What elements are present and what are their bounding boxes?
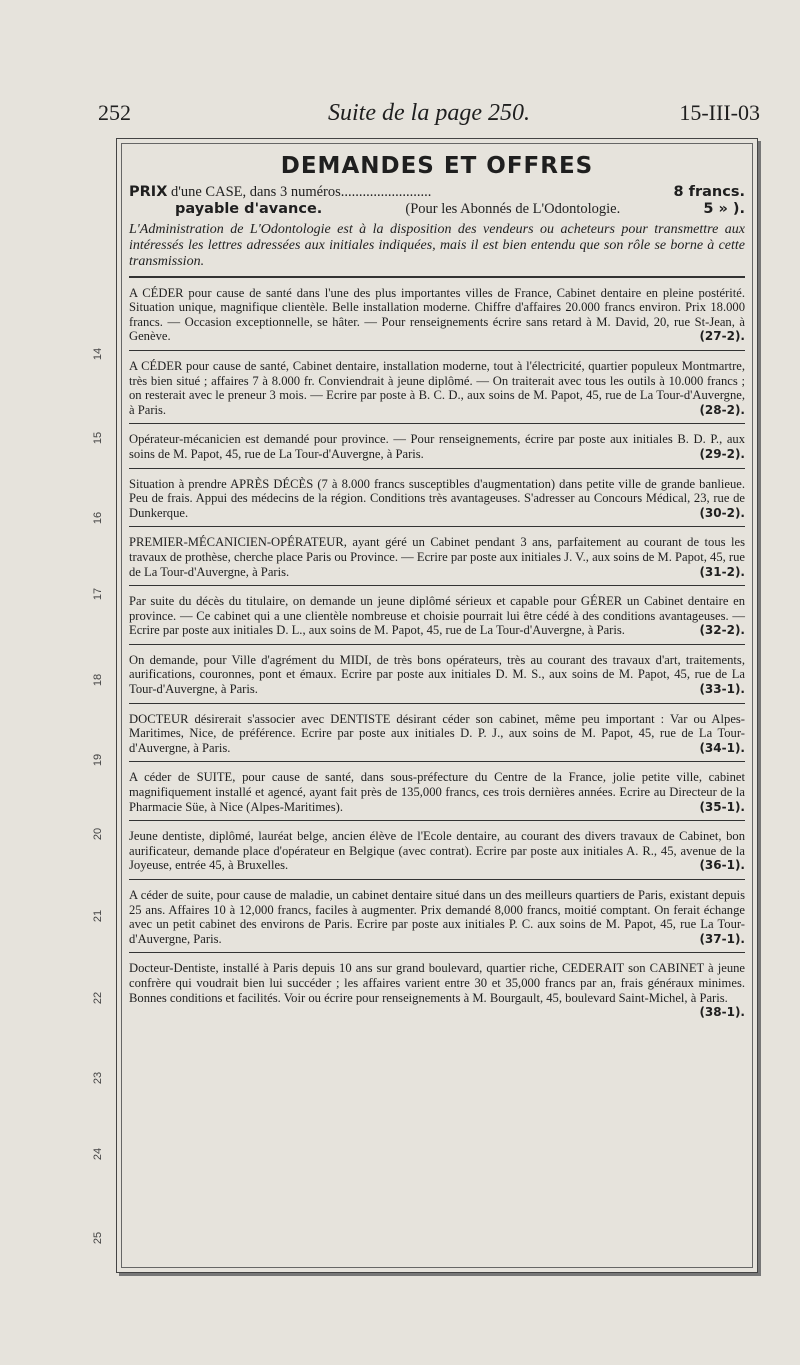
ad-text: PREMIER-MÉCANICIEN-OPÉRATEUR, ayant géré un Cabinet pendant 3 ans, parfaitement au courant de tous les travaux de prothèse, cherche place Paris ou Province. — Ecrire par poste aux initiales J. V., aux soins de M. Papot, 45, rue de La Tour-d'Auvergne, à Paris. <box>129 535 745 579</box>
ad-text: On demande, pour Ville d'agrément du MIDI, de très bons opérateurs, très au courant des travaux d'art, traitements, aurifications, couronnes, pont et émaux. Ecrire par poste aux initiales D. M. S., aux soins de M. Papot, 45, rue de La Tour-d'Auvergne, à Paris. <box>129 652 745 697</box>
section-title: DEMANDES ET OFFRES <box>280 153 594 179</box>
ad-reference: (34-1). <box>699 740 745 755</box>
ad-item <box>129 761 745 820</box>
price-value-1: 8 francs. <box>673 183 745 200</box>
ad-item <box>129 703 745 762</box>
ad-reference: (31-2). <box>699 564 745 579</box>
ad-item <box>129 468 745 527</box>
intro-notice: L'Administration de L'Odontologie est à la disposition des vendeurs ou acheteurs pour transmettre aux intéressés les lettres adressées aux initiales indiquées, mais il est bien entendu que son rôle se borne à cette transmission. <box>129 221 745 269</box>
ad-text: A céder de SUITE, pour cause de santé, dans sous-préfecture du Centre de la France, jolie petite ville, cabinet magnifiquement installé et agencé, ayant fait près de 135,000 francs, ces trois dernières années. Ecrire au Directeur de la Pharmacie Süe, à Nice (Alpes-Maritimes). <box>129 770 745 814</box>
page-number: 252 <box>98 100 131 125</box>
issue-date: 15-III-03 <box>679 100 760 125</box>
ad-reference: (27-2). <box>699 329 745 344</box>
margin-number: 21 <box>92 909 104 923</box>
ad-text: Docteur-Dentiste, installé à Paris depuis 10 ans sur grand boulevard, quartier riche, CEDERAIT son CABINET à jeune confrère qui voudrait bien lui succéder ; les affaires varient entre 30 et 35,000 francs par an, frais généraux minimes. Bonnes conditions et facilités. Voir ou écrire pour renseignements à M. Bourgault, 45, boulevard Saint-Michel, à Paris. <box>129 961 745 1005</box>
price-label: PRIX <box>129 183 168 200</box>
ad-text: Jeune dentiste, diplômé, lauréat belge, ancien élève de l'Ecole dentaire, au courant des divers travaux de Cabinet, bon aurificateur, demande place d'opérateur en Belgique (avec contrat). Ecrire par poste aux initiales A. R., 45, avenue de la Joyeuse, entrée 45, à Bruxelles. <box>129 829 745 873</box>
ad-item <box>129 952 745 1025</box>
price-line1: d'une CASE, dans 3 numéros......................... <box>171 183 432 200</box>
margin-number: 15 <box>92 431 104 445</box>
ads-frame <box>116 138 758 1273</box>
ad-reference: (28-2). <box>699 402 745 417</box>
margin-number: 20 <box>92 827 104 841</box>
margin-number: 14 <box>92 347 104 361</box>
ad-item <box>129 820 745 879</box>
ad-reference: (37-1). <box>699 931 745 946</box>
price-line2: payable d'avance. <box>175 200 323 217</box>
ad-reference: (36-1). <box>699 858 745 873</box>
ad-item <box>129 423 745 467</box>
price-block <box>129 184 745 218</box>
ad-text: DOCTEUR désirerait s'associer avec DENTISTE désirant céder son cabinet, même peu important : Var ou Alpes-Maritimes, Nice, de préférence. Ecrire par poste aux initiales D. P. J., aux soins de M. Papot, 45, rue de La Tour-d'Auvergne, à Paris. <box>129 711 745 755</box>
page-header <box>98 100 760 132</box>
ad-reference: (30-2). <box>699 505 745 520</box>
ad-item <box>129 526 745 585</box>
margin-number: 24 <box>92 1147 104 1161</box>
margin-number: 16 <box>92 511 104 525</box>
ad-item <box>129 644 745 703</box>
margin-number: 19 <box>92 753 104 767</box>
ads-content <box>129 153 745 1026</box>
ad-reference: (32-2). <box>699 623 745 638</box>
ad-text: A céder de suite, pour cause de maladie, un cabinet dentaire situé dans un des meilleurs quartiers de Paris, existant depuis 25 ans. Affaires 10 à 12,000 francs, faciles à augmenter. Prix demandé 8,000 francs, moitié comptant. On ferait échange avec un petit cabinet des environs de Paris. Ecrire par poste aux initiales P. C. aux soins de M. Papot, 45, rue La Tour-d'Auvergne, Paris. <box>129 888 745 946</box>
running-title: Suite de la page 250. <box>328 100 530 126</box>
ad-reference: (29-2). <box>699 446 745 461</box>
ad-text: A CÉDER pour cause de santé dans l'une des plus importantes villes de France, Cabinet dentaire en pleine postérité. Situation unique, magnifique clientèle. Belle installation moderne. Chiffre d'affaires 20.000 francs environ. Prix 18.000 francs. — Occasion exceptionnelle, se hâter. — Pour renseignements écrire sans retard à M. David, 20, rue St-Jean, à Genève. <box>129 285 745 344</box>
ad-reference: (38-1). <box>699 1005 745 1020</box>
margin-number: 23 <box>92 1071 104 1085</box>
ad-reference: (35-1). <box>699 799 745 814</box>
ad-item <box>129 350 745 423</box>
ad-text: Situation à prendre APRÈS DÉCÈS (7 à 8.000 francs susceptibles d'augmentation) dans petite ville de grande banlieue. Peu de frais. Appui des médecins de la région. Conditions très avantageuses. S'adresser au Concours Médical, 23, rue de Dunkerque. <box>129 476 745 520</box>
ad-text: Par suite du décès du titulaire, on demande un jeune diplômé sérieux et capable pour GÉRER un Cabinet dentaire en province. — Ce cabinet qui a une clientèle nombreuse et choisie pourrait lui être cédé à des conditions avantageuses. — Ecrire par poste aux initiales D. L., aux soins de M. Papot, 45, rue de La Tour-d'Auvergne, à Paris. <box>129 594 745 638</box>
margin-number: 25 <box>92 1231 104 1245</box>
ad-reference: (33-1). <box>699 682 745 697</box>
ad-item <box>129 585 745 644</box>
ad-text: A CÉDER pour cause de santé, Cabinet dentaire, installation moderne, tout à l'électricité, quartier populeux Montmartre, très bien situé ; affaires 7 à 8.000 fr. Conviendrait à jeune diplômé. — On traiterait avec tous les outils à 10.000 francs ; on resterait avec le preneur 3 mois. — Ecrire par poste à B. C. D., aux soins de M. Papot, 45, rue de La Tour-d'Auvergne, à Paris. <box>129 358 745 417</box>
margin-number: 17 <box>92 587 104 601</box>
price-value-2: 5 » ). <box>703 200 745 217</box>
margin-number: 18 <box>92 673 104 687</box>
price-subscribers: (Pour les Abonnés de L'Odontologie. <box>405 200 621 217</box>
ad-item <box>129 879 745 952</box>
margin-number: 22 <box>92 991 104 1005</box>
ad-text: Opérateur-mécanicien est demandé pour province. — Pour renseignements, écrire par poste aux initiales B. D. P., aux soins de M. Papot, 45, rue de La Tour-d'Auvergne, à Paris. <box>129 432 745 461</box>
ad-item <box>129 276 745 350</box>
